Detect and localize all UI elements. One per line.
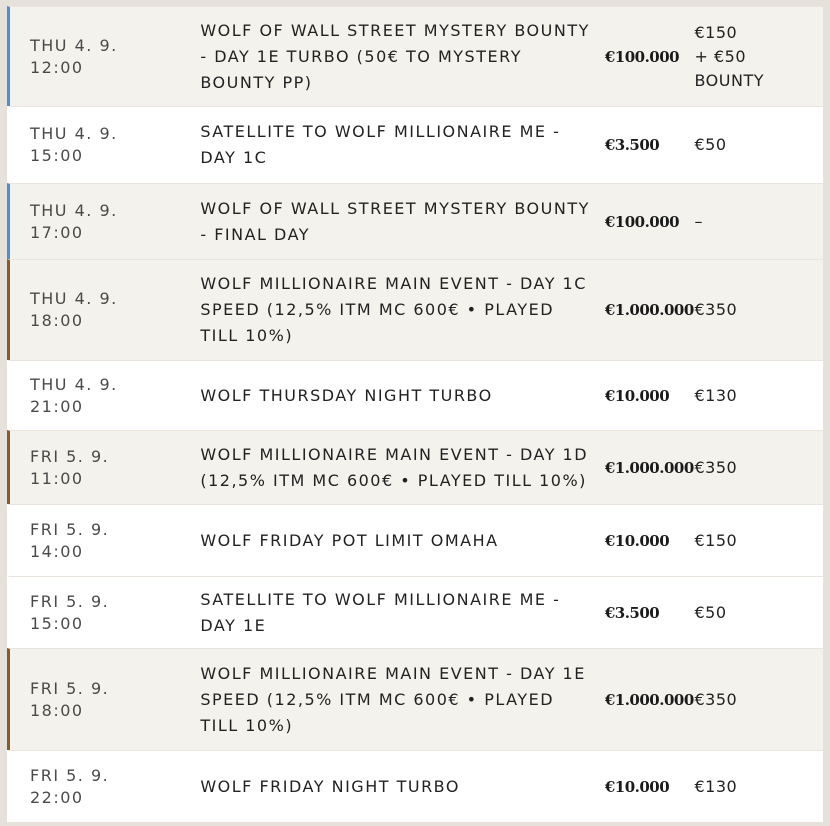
date-cell	[10, 519, 200, 563]
time-label: 15:00	[30, 146, 84, 165]
day-label: FRI 5. 9.	[30, 519, 110, 539]
table-row[interactable]	[7, 106, 823, 183]
event-name: WOLF FRIDAY POT LIMIT OMAHA	[200, 530, 499, 550]
date-cell	[10, 591, 200, 635]
time-label: 14:00	[30, 541, 84, 561]
table-row[interactable]	[7, 6, 823, 106]
time-label: 18:00	[30, 700, 84, 720]
event-name: WOLF OF WALL STREET MYSTERY BOUNTY - FINAL DAY	[200, 198, 590, 244]
day-label: FRI 5. 9.	[30, 678, 110, 698]
table-row[interactable]	[7, 648, 823, 750]
event-name: WOLF MILLIONAIRE MAIN EVENT - DAY 1D (12,5% ITM MC 600€ • PLAYED TILL 10%)	[200, 444, 589, 490]
event-name: WOLF OF WALL STREET MYSTERY BOUNTY - DAY 1E TURBO (50€ TO MYSTERY BOUNTY PP)	[200, 20, 590, 92]
event-name: SATELLITE TO WOLF MILLIONAIRE ME - DAY 1E	[200, 589, 561, 635]
buy-in: €50	[694, 602, 727, 622]
time-label: 22:00	[30, 787, 84, 807]
guaranteed-prize: €10.000	[604, 777, 670, 796]
day-label: THU 4. 9.	[30, 124, 118, 143]
day-label: FRI 5. 9.	[30, 591, 110, 611]
event-name: WOLF FRIDAY NIGHT TURBO	[200, 776, 460, 796]
time-label: 17:00	[30, 222, 84, 242]
day-label: THU 4. 9.	[30, 200, 118, 220]
day-label: THU 4. 9.	[30, 35, 118, 55]
date-cell	[10, 35, 200, 79]
table-row[interactable]	[7, 259, 823, 360]
time-label: 21:00	[30, 396, 84, 416]
buy-in: €150 + €50 BOUNTY	[694, 22, 764, 90]
time-label: 11:00	[30, 468, 84, 488]
event-name: SATELLITE TO WOLF MILLIONAIRE ME - DAY 1C	[200, 122, 561, 167]
date-cell	[10, 678, 200, 722]
guaranteed-prize: €1.000.000	[604, 458, 694, 477]
table-row[interactable]	[7, 183, 823, 259]
table-row[interactable]	[7, 430, 823, 504]
day-label: THU 4. 9.	[30, 374, 118, 394]
date-cell	[10, 765, 200, 809]
buy-in: €350	[694, 300, 738, 319]
guaranteed-prize: €1.000.000	[604, 690, 694, 709]
day-label: FRI 5. 9.	[30, 446, 110, 466]
buy-in: €350	[694, 689, 738, 709]
buy-in: €130	[694, 776, 738, 796]
buy-in: €50	[694, 135, 727, 154]
table-row[interactable]	[7, 504, 823, 576]
time-label: 12:00	[30, 57, 84, 77]
guaranteed-prize: €1.000.000	[604, 301, 694, 319]
buy-in: –	[694, 211, 703, 231]
guaranteed-prize: €100.000	[604, 212, 680, 231]
table-row[interactable]	[7, 360, 823, 430]
date-cell	[10, 446, 200, 490]
guaranteed-prize: €100.000	[604, 47, 680, 66]
event-name: WOLF MILLIONAIRE MAIN EVENT - DAY 1E SPEED (12,5% ITM MC 600€ • PLAYED TILL 10%)	[200, 663, 586, 735]
day-label: FRI 5. 9.	[30, 765, 110, 785]
event-name: WOLF THURSDAY NIGHT TURBO	[200, 385, 493, 405]
buy-in: €150	[694, 530, 738, 550]
date-cell	[10, 123, 200, 167]
buy-in: €350	[694, 457, 738, 477]
guaranteed-prize: €3.500	[604, 603, 660, 622]
date-cell	[10, 288, 200, 332]
time-label: 18:00	[30, 311, 84, 330]
guaranteed-prize: €10.000	[604, 531, 670, 550]
guaranteed-prize: €10.000	[604, 386, 670, 405]
table-row[interactable]	[7, 576, 823, 648]
date-cell	[10, 200, 200, 244]
buy-in: €130	[694, 385, 738, 405]
tournament-schedule-table	[7, 6, 823, 822]
guaranteed-prize: €3.500	[604, 136, 660, 154]
event-name: WOLF MILLIONAIRE MAIN EVENT - DAY 1C SPEED (12,5% ITM MC 600€ • PLAYED TILL 10%)	[200, 274, 587, 345]
time-label: 15:00	[30, 613, 84, 633]
table-row[interactable]	[7, 750, 823, 822]
day-label: THU 4. 9.	[30, 289, 118, 308]
date-cell	[10, 374, 200, 418]
